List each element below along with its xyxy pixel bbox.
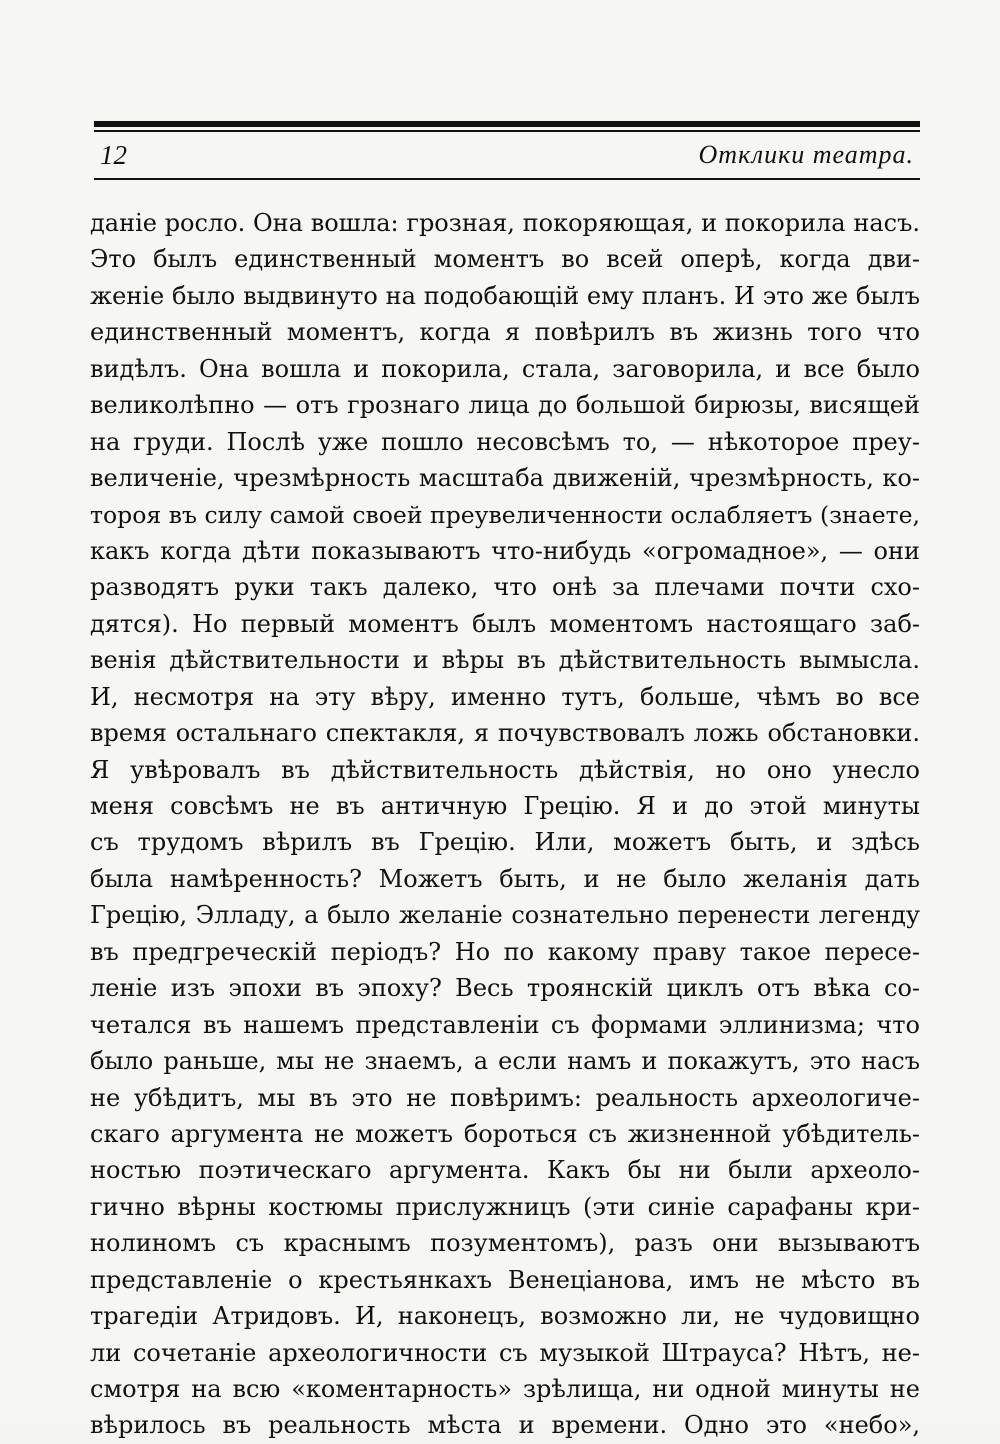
text-line: смотря на всю «коментарность» зрѣлища, ни одной минуты не [90, 1375, 920, 1403]
text-line: время остальнаго спектакля, я почувствовалъ ложь обстановки. [90, 719, 920, 748]
text-line: было раньше, мы не знаемъ, а если намъ и покажутъ, это насъ [90, 1047, 920, 1076]
text-line: великолѣпно — отъ грознаго лица до большой бирюзы, висящей [90, 391, 920, 420]
text-line: гично вѣрны костюмы прислужницъ (эти синіе сарафаны кри- [90, 1192, 920, 1221]
text-line: И, несмотря на эту вѣру, именно тутъ, больше, чѣмъ во все [90, 682, 920, 711]
text-line: Грецію, Элладу, а было желаніе сознательно перенести легенду [90, 901, 920, 930]
text-line: была намѣренность? Можетъ быть, и не было желанія дать [90, 864, 920, 893]
text-line: какъ когда дѣти показываютъ что-нибудь «огромадное», — они [90, 536, 920, 565]
text-line: единственный моментъ, когда я повѣрилъ въ жизнь того что [90, 318, 920, 347]
text-line: венія дѣйствительности и вѣры въ дѣйствительность вымысла. [90, 646, 920, 675]
text-line: четался въ нашемъ представленіи съ формами эллинизма; что [90, 1010, 920, 1039]
text-line: Это былъ единственный моментъ во всей оперѣ, когда дви- [90, 245, 920, 274]
text-line: не убѣдитъ, мы въ это не повѣримъ: реальность археологиче- [90, 1083, 920, 1112]
header-rule-thin [94, 130, 920, 132]
text-line: вѣрилось въ реальность мѣста и времени. Одно это «небо», [90, 1411, 920, 1440]
text-line: трагедіи Атридовъ. И, наконецъ, возможно ли, не чудовищно [90, 1302, 920, 1331]
text-line: меня совсѣмъ не въ античную Грецію. Я и до этой минуты [90, 792, 920, 820]
text-line: ностью поэтическаго аргумента. Какъ бы ни были археоло- [90, 1156, 920, 1185]
text-line: разводятъ руки такъ далеко, что онѣ за плечами почти схо- [90, 573, 920, 602]
text-line: женіе было выдвинуто на подобающій ему планъ. И это же былъ [90, 281, 920, 310]
body-text [90, 205, 920, 1444]
text-line: тороя въ силу самой своей преувеличенности ослабляетъ (знаете, [90, 500, 920, 529]
text-line: ли сочетаніе археологичности съ музыкой Штрауса? Нѣтъ, не- [90, 1338, 920, 1367]
text-line: на груди. Послѣ уже пошло несовсѣмъ то, — нѣкоторое преу- [90, 427, 920, 456]
text-line: представленіе о крестьянкахъ Венеціанова, имъ не мѣсто въ [90, 1265, 920, 1294]
page-number: 12 [100, 140, 127, 170]
text-line: дятся). Но первый моментъ былъ моментомъ настоящаго заб- [90, 609, 920, 638]
header-rule-bottom [94, 178, 920, 180]
text-line: величеніе, чрезмѣрность масштаба движеній, чрезмѣрность, ко- [90, 464, 920, 493]
text-line: въ предгреческій періодъ? Но по какому праву такое пересе- [90, 937, 920, 966]
header-rule-thick [94, 121, 920, 127]
text-line: видѣлъ. Она вошла и покорила, стала, заговорила, и все было [90, 354, 920, 383]
text-line: нолиномъ съ краснымъ позументомъ), разъ они вызываютъ [90, 1229, 920, 1258]
text-line: Я увѣровалъ въ дѣйствительность дѣйствія, но оно унесло [90, 755, 920, 784]
text-line: даніе росло. Она вошла: грозная, покоряющая, и покорила насъ. [90, 209, 920, 237]
text-line: съ трудомъ вѣрилъ въ Грецію. Или, можетъ быть, и здѣсь [90, 828, 920, 857]
running-title: Отклики театра. [698, 140, 914, 169]
text-line: леніе изъ эпохи въ эпоху? Весь троянскій циклъ отъ вѣка со- [90, 974, 920, 1003]
text-line: скаго аргумента не можетъ бороться съ жизненной убѣдитель- [90, 1119, 920, 1148]
